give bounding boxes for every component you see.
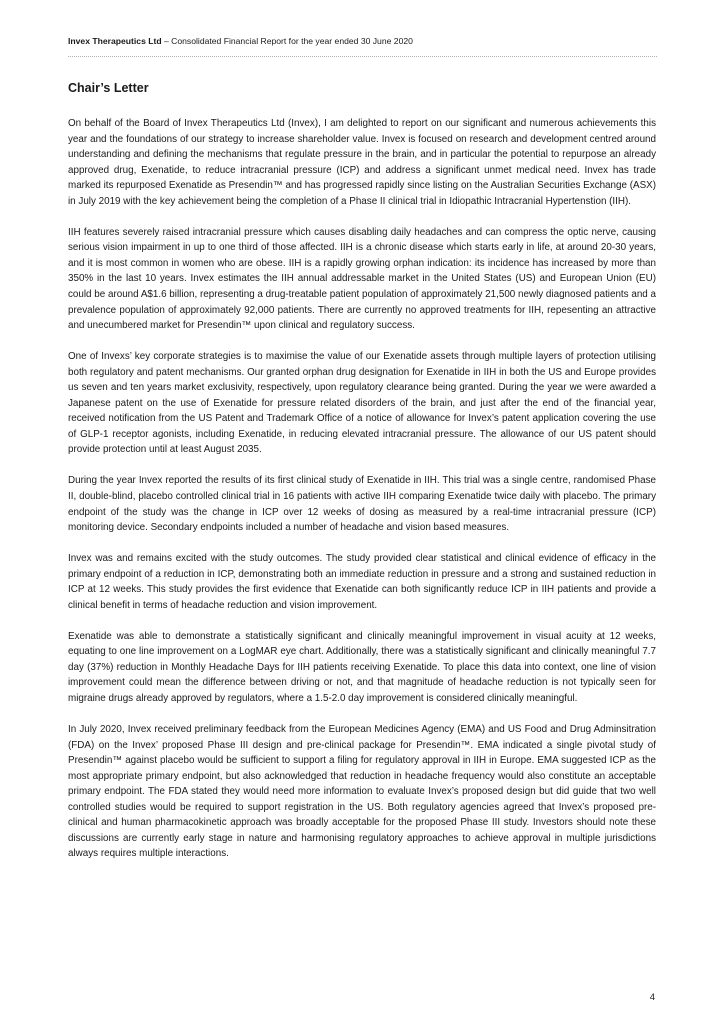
header-subtitle: – Consolidated Financial Report for the year ended 30 June 2020 (161, 36, 413, 46)
paragraph-7: In July 2020, Invex received preliminary feedback from the European Medicines Agency (EMA) and US Food and Drug Adminsitration (FDA) on the Invex’ proposed Phase III design and pre-clinical package for Presendin™. EMA indicated a single pivotal study of Presendin™ against placebo would be sufficient to support a filing for regulatory approval in IIH in Europe. EMA suggested ICP as the most appropriate primary endpoint, but also acknowledged that reduction in headache frequency would also constitute an acceptable primary endpoint. The FDA stated they would need more information to evaluate Invex’s proposed design but did guide that two well controlled studies would be required to support registration in the US. Both regulatory agencies agreed that Invex’s proposed pre-clinical and human pharmacokinetic approach was broadly acceptable for the proposed Phase III study. Investors should note these discussions are currently early stage in nature and harmonising regulatory approaches to achieve approval in multiple jurisdictions always requires multiple interactions. (68, 724, 656, 860)
page-title: Chair’s Letter (68, 81, 149, 95)
paragraph-6: Exenatide was able to demonstrate a statistically significant and clinically meaningful improvement in visual acuity at 12 weeks, equating to one line improvement on a LogMAR eye chart. Additionally, there was a statistically significant and clinically meaningful 7.7 day (37%) reduction in Monthly Headache Days for IIH patients receiving Exenatide. To place this data into context, one line of vision improvement could mean the difference between driving or not, and that magnitude of headache reduction is not typically seen for migraine drugs already approved by regulators, where a 1.5-2.0 day improvement is considered clinically meaningful. (68, 630, 656, 704)
paragraph-2: IIH features severely raised intracranial pressure which causes disabling daily headaches and can compress the optic nerve, causing serious vision impairment in up to one third of those affected. IIH is a chronic disease which starts early in life, at around 20-30 years, and it is most common in women who are obese. IIH is a rapidly growing orphan indication: its incidence has increased by more than 350% in the last 10 years. Invex estimates the IIH annual addressable market in the United States (US) and European Union (EU) could be around A$1.6 billion, representing a drug-treatable patient population of approximately 21,500 newly diagnosed patients and a prevalence population of approximately 92,000 patients. There are currently no approved treatments for IIH, repesenting an attractive and unecumbered market for Presendin™ upon clinical and regulatory success. (68, 226, 656, 332)
paragraph-5: Invex was and remains excited with the study outcomes. The study provided clear statistical and clinical evidence of efficacy in the primary endpoint of a reduction in ICP, demonstrating both an immediate reduction in pressure and a strong and sustained reduction in ICP at 12 weeks. This study provides the first evidence that Exenatide can both significantly reduce ICP in IIH patients and provide a clinical benefit in terms of headache reduction and vision improvement. (68, 553, 656, 611)
paragraph-3: One of Invexs’ key corporate strategies is to maximise the value of our Exenatide assets through multiple layers of protection utilising both regulatory and patent mechanisms. Our granted orphan drug designation for Exenatide in IIH in both the US and Europe provides us seven and ten years market exclusivity, respectively, upon regulatory clearance being granted. During the year we were awarded a Japanese patent on the use of Exenatide for pressure related disorders of the brain, and just after the end of the financial year, received notification from the US Patent and Trademark Office of a notice of allowance for Invex’s patent application covering the use of GLP-1 receptor agonists, including Exenatide, in reducing elevated intracranial pressure. The allowance of our US patent should provide protection until at least August 2035. (68, 351, 656, 456)
running-header (68, 35, 658, 47)
header-company: Invex Therapeutics Ltd (68, 36, 162, 46)
letter-body (68, 116, 656, 877)
paragraph-4: During the year Invex reported the results of its first clinical study of Exenatide in IIH. This trial was a single centre, randomised Phase II, double-blind, placebo controlled clinical trial in 16 patients with active IIH comparing Exenatide twice daily with placebo. The primary endpoint of the study was the change in ICP over 12 weeks of dosing as measured by a real-time intracranial pressure (ICP) monitoring device. Secondary endpoints included a number of headache and vision based measures. (68, 475, 656, 534)
paragraph-1: On behalf of the Board of Invex Therapeutics Ltd (Invex), I am delighted to report on our significant and numerous achievements this year and the foundations of our strategy to increase shareholder value. Invex is focused on research and development centred around understanding and defining the mechanisms that regulate pressure in the brain, and in particular the potential to repurpose an already approved drug, Exenatide, to reduce intracranial pressure (ICP) and address a significant unmet medical need. Invex has trade marked its repurposed Exenatide as Presendin™ and has progressed rapidly since listing on the Australian Securities Exchange (ASX) in July 2019 with the key achievement being the completion of a Phase II clinical trial in Idiopathic Intracranial Hypertenstion (IIH). (68, 118, 656, 207)
page-number: 4 (649, 992, 655, 1003)
header-divider (68, 56, 657, 57)
